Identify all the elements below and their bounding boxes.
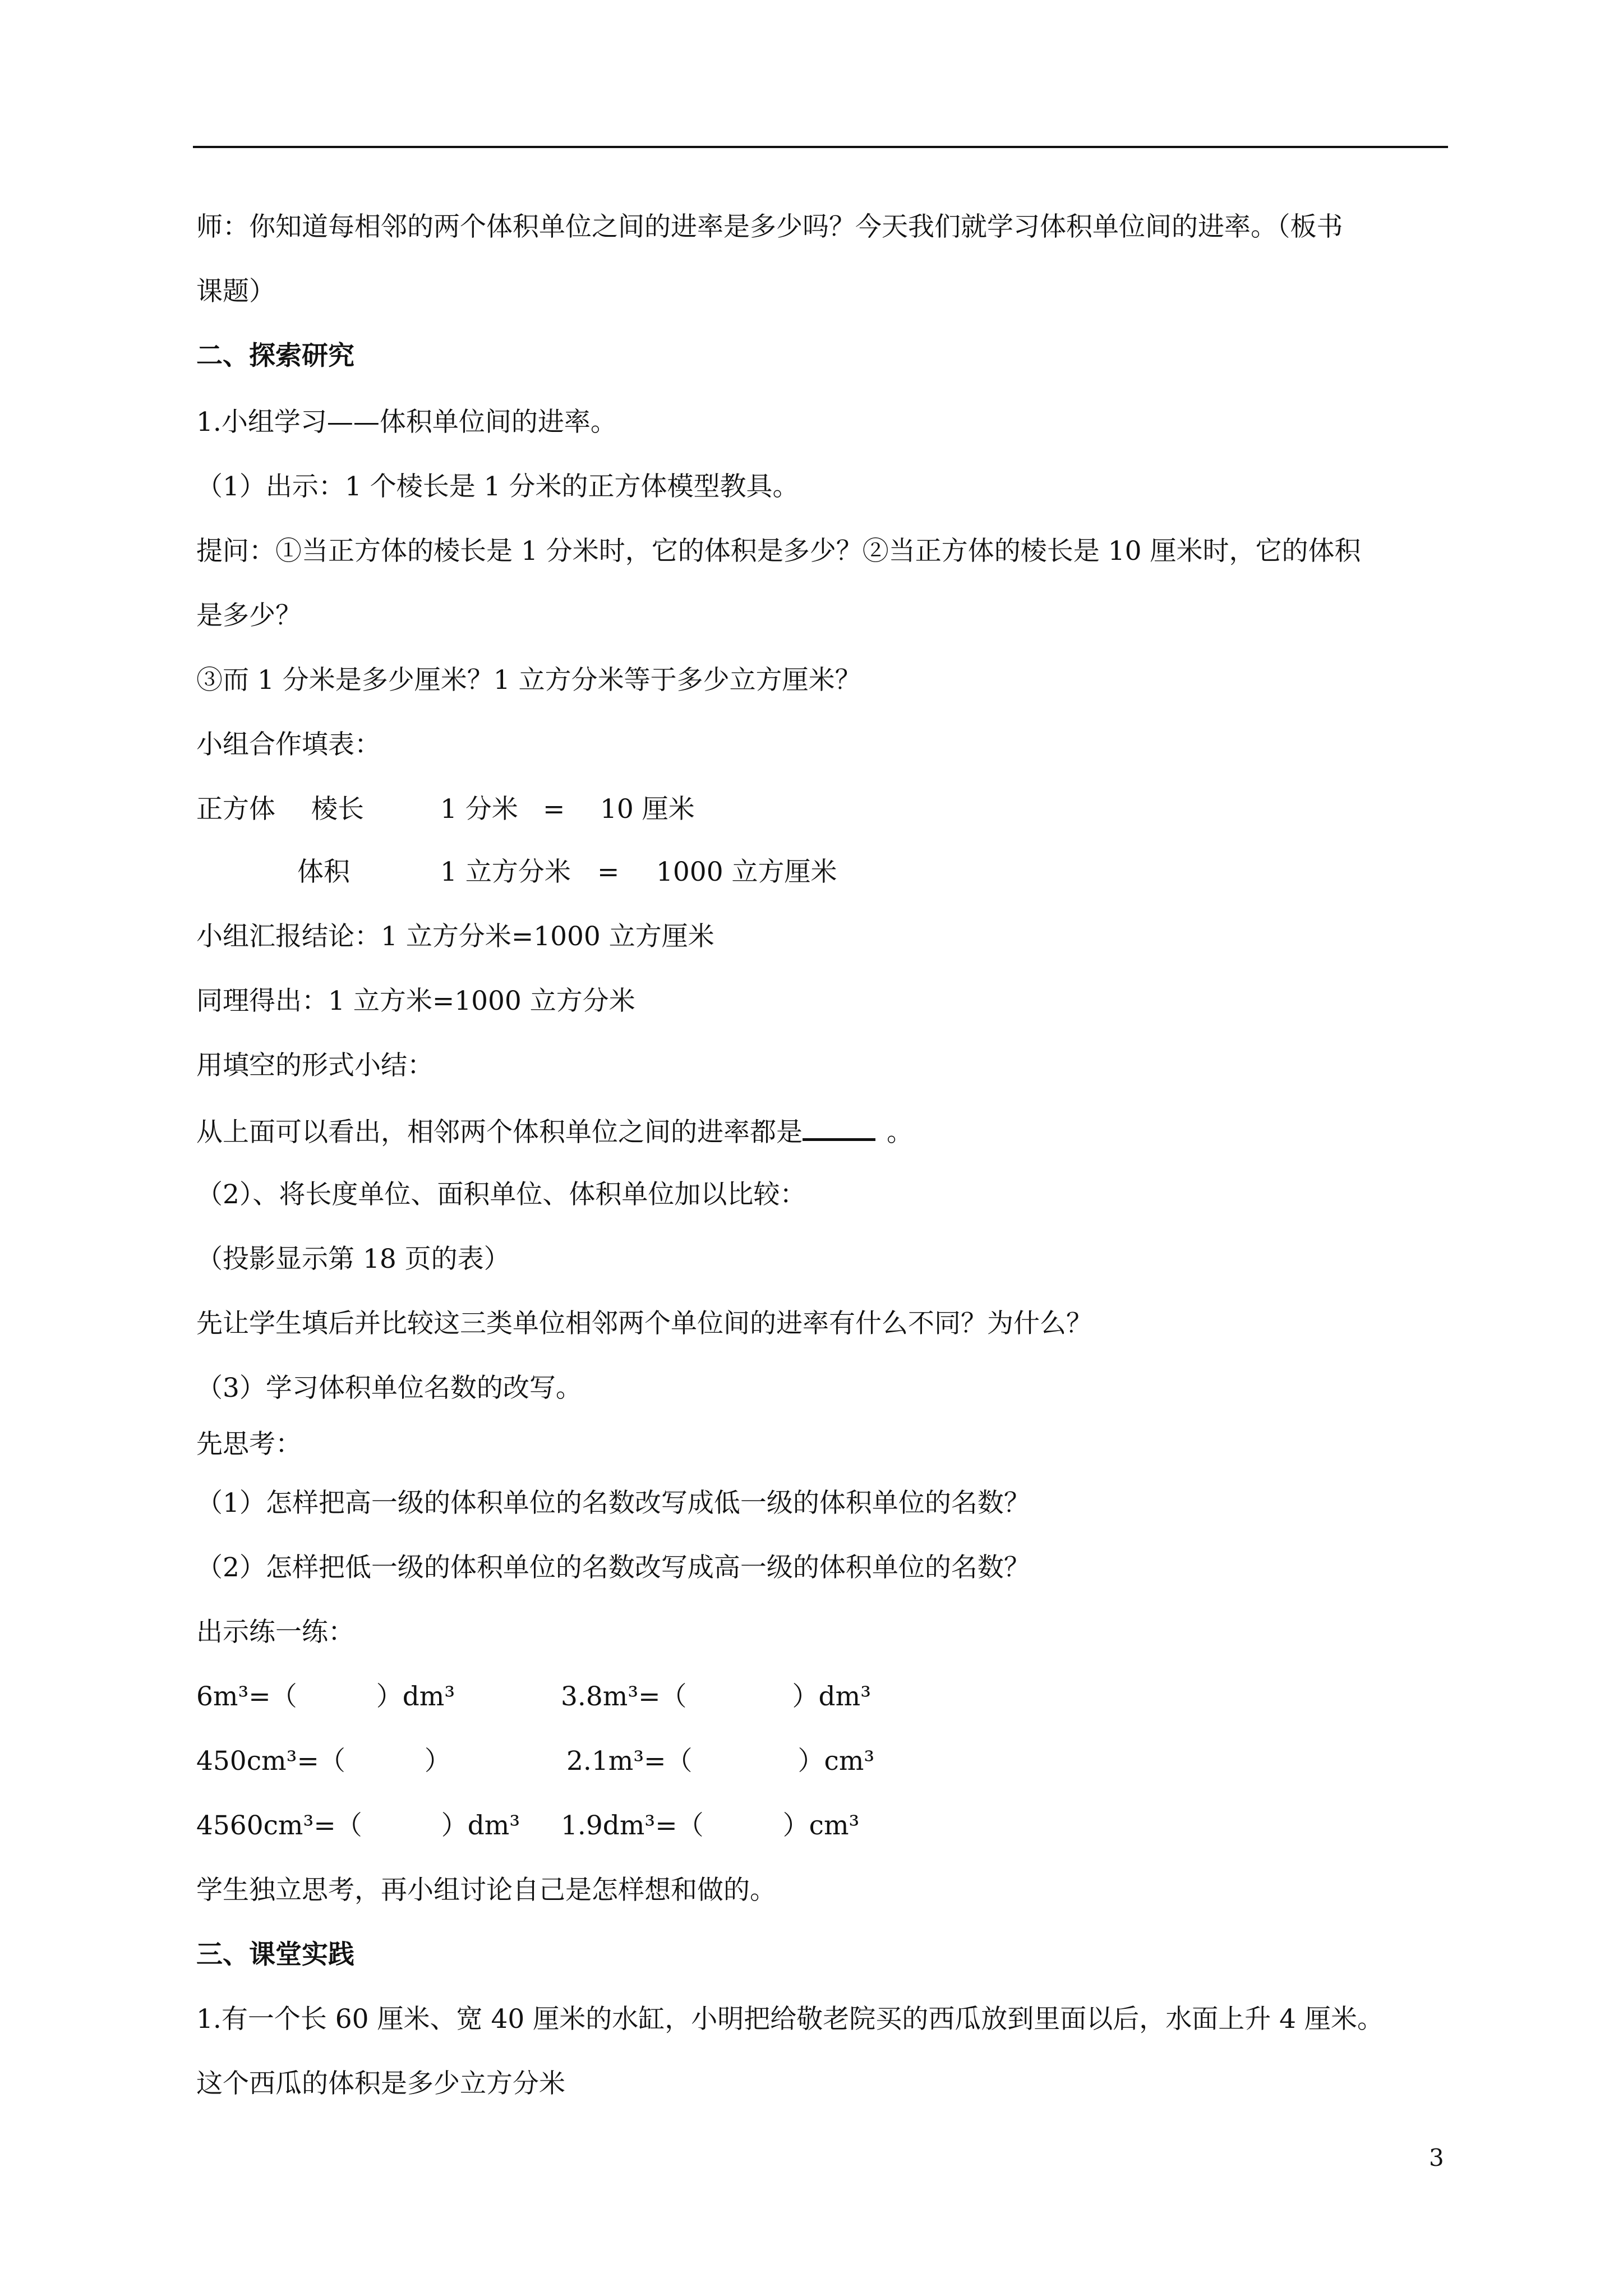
fill-in-text: 从上面可以看出，相邻两个体积单位之间的进率都是 (196, 1117, 803, 1148)
fill-in-blank (803, 1114, 875, 1141)
exercise-item: 6m³=（ ）dm³ (196, 1681, 455, 1712)
paragraph-line: （3）学习体积单位名数的改写。 (196, 1373, 582, 1404)
paragraph-line: 先让学生填后并比较这三类单位相邻两个单位间的进率有什么不同？为什么？ (196, 1308, 1092, 1339)
paragraph-line: ③而 1 分米是多少厘米？1 立方分米等于多少立方厘米？ (196, 665, 861, 696)
paragraph-line: 这个西瓜的体积是多少立方分米 (196, 2068, 565, 2099)
paragraph-line: （1）出示：1 个棱长是 1 分米的正方体模型教具。 (196, 471, 799, 502)
table-cell: 1000 立方厘米 (656, 857, 837, 887)
paragraph-line (196, 1114, 913, 1149)
paragraph-line: 师：你知道每相邻的两个体积单位之间的进率是多少吗？今天我们就学习体积单位间的进率。（板书 (196, 211, 1343, 242)
fill-in-punct: 。 (887, 1117, 913, 1148)
page-number: 3 (1429, 2144, 1444, 2171)
exercise-item: 4560cm³=（ ）dm³ (196, 1810, 520, 1841)
paragraph-line: （2）、将长度单位、面积单位、体积单位加以比较： (196, 1179, 806, 1210)
table-cell: 体积 (297, 857, 350, 887)
paragraph-line: 1.有一个长 60 厘米、宽 40 厘米的水缸，小明把给敬老院买的西瓜放到里面以后，水面上升 4 厘米。 (196, 2004, 1384, 2035)
table-cell: = (597, 857, 620, 887)
exercise-item: 3.8m³=（ ）dm³ (561, 1681, 872, 1712)
section-heading: 三、课堂实践 (196, 1939, 354, 1970)
exercise-item: 1.9dm³=（ ）cm³ (561, 1810, 860, 1841)
table-cell: = (543, 794, 565, 825)
table-cell: 正方体 (196, 794, 275, 825)
header-rule (193, 146, 1448, 148)
paragraph-line: 用填空的形式小结： (196, 1050, 434, 1081)
paragraph-line: 提问：①当正方体的棱长是 1 分米时，它的体积是多少？②当正方体的棱长是 10 厘米时，它的体积 (196, 536, 1361, 567)
table-cell: 1 立方分米 (440, 857, 571, 887)
paragraph-line: 小组合作填表： (196, 729, 381, 760)
section-heading: 二、探索研究 (196, 341, 354, 371)
paragraph-line: 同理得出：1 立方米=1000 立方分米 (196, 986, 635, 1016)
paragraph-line: 1.小组学习——体积单位间的进率。 (196, 407, 617, 438)
paragraph-line: 是多少？ (196, 600, 302, 631)
paragraph-line: 出示练一练： (196, 1617, 354, 1648)
table-cell: 1 分米 (440, 794, 518, 825)
paragraph-line: （2）怎样把低一级的体积单位的名数改写成高一级的体积单位的名数？ (196, 1552, 1030, 1583)
table-cell: 10 厘米 (600, 794, 695, 825)
paragraph-line: 学生独立思考，再小组讨论自己是怎样想和做的。 (196, 1875, 776, 1906)
exercise-item: 450cm³=（ ） (196, 1746, 451, 1777)
table-cell: 棱长 (311, 794, 364, 825)
exercise-item: 2.1m³=（ ）cm³ (566, 1746, 875, 1777)
paragraph-line: （投影显示第 18 页的表） (196, 1244, 510, 1274)
paragraph-line: 先思考： (196, 1429, 302, 1460)
paragraph-line: 课题） (196, 276, 275, 307)
paragraph-line: 小组汇报结论：1 立方分米=1000 立方厘米 (196, 921, 714, 952)
paragraph-line: （1）怎样把高一级的体积单位的名数改写成低一级的体积单位的名数？ (196, 1488, 1030, 1519)
